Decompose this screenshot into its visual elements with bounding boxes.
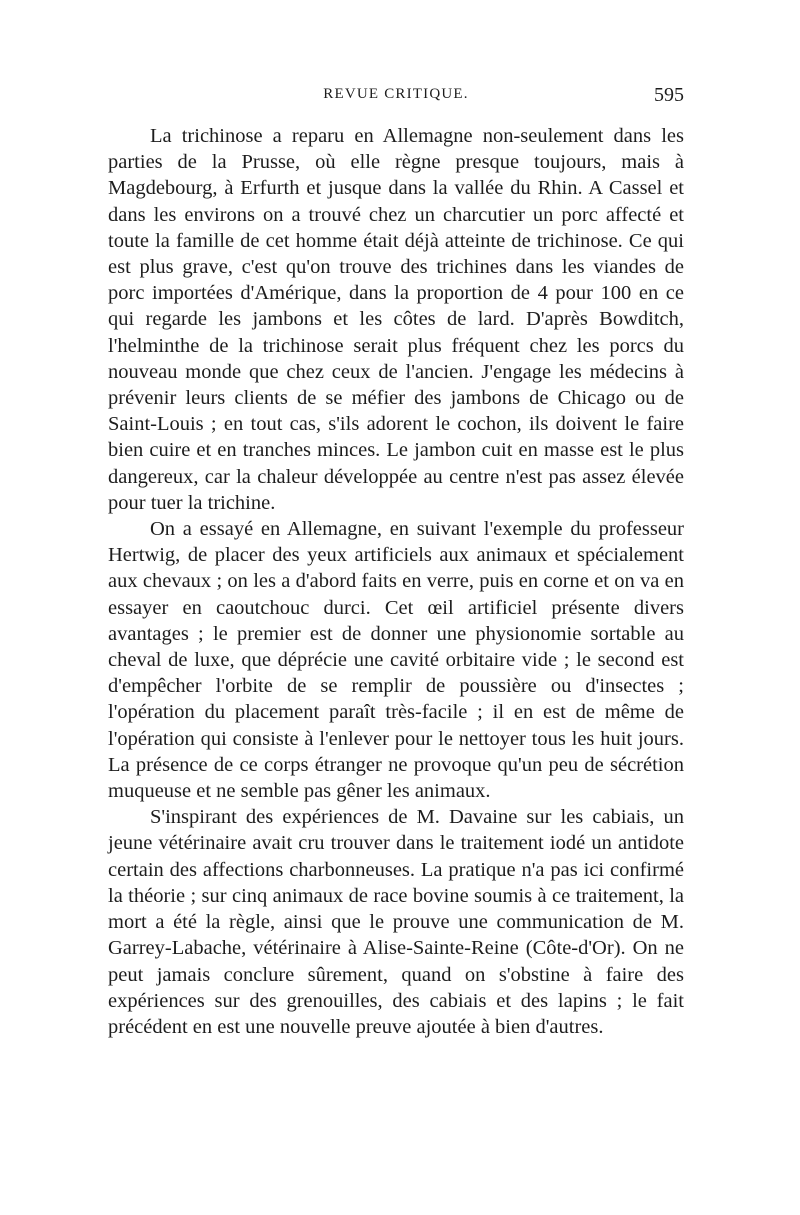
running-header [108,86,684,112]
paragraph-artificial-eyes: On a essayé en Allemagne, en suivant l'exemple du professeur Hertwig, de placer des yeux artificiels aux animaux et spécialement aux chevaux ; on les a d'abord faits en verre, puis en corne et on va en essayer en caoutchouc durci. Cet œil artificiel présente divers avantages ; le premier est de donner une physionomie sortable au cheval de luxe, que déprécie une cavité orbitaire vide ; le second est d'empêcher l'orbite de se remplir de poussière ou d'insectes ; l'opération du placement paraît très-facile ; il en est de même de l'opération qui consiste à l'enlever pour le nettoyer tous les huit jours. La présence de ce corps étranger ne provoque qu'un peu de sécrétion muqueuse et ne semble pas gêner les animaux. [108,518,684,803]
paragraph-iodine-treatment: S'inspirant des expériences de M. Davaine sur les cabiais, un jeune vétérinaire avait cru trouver dans le traitement iodé un antidote certain des affections charbonneuses. La pratique n'a pas ici confirmé la théorie ; sur cinq animaux de race bovine soumis à ce traitement, la mort a été la règle, ainsi que le prouve une communication de M. Garrey-Labache, vétérinaire à Alise-Sainte-Reine (Côte-d'Or). On ne peut jamais conclure sûrement, quand on s'obstine à faire des expériences sur des grenouilles, des cabiais et des lapins ; le fait précédent en est une nouvelle preuve ajoutée à bien d'autres. [108,806,684,1038]
paragraph-trichinosis: La trichinose a reparu en Allemagne non-seulement dans les parties de la Prusse, où elle règne presque toujours, mais à Magdebourg, à Erfurth et jusque dans la vallée du Rhin. A Cassel et dans les environs on a trouvé chez un charcutier un porc affecté et toute la famille de cet homme était déjà atteinte de trichinose. Ce qui est plus grave, c'est qu'on trouve des trichines dans les viandes de porc importées d'Amérique, dans la proportion de 4 pour 100 en ce qui regarde les jambons et les côtes de lard. D'après Bowditch, l'helminthe de la trichinose serait plus fréquent chez les porcs du nouveau monde que chez ceux de l'ancien. J'engage les médecins à prévenir leurs clients de se méfier des jambons de Chicago ou de Saint-Louis ; en tout cas, s'ils adorent le cochon, ils doivent le faire bien cuire et en tranches minces. Le jambon cuit en masse est le plus dangereux, car la chaleur développée au centre n'est pas assez élevée pour tuer la trichine. [108,125,684,514]
page-number: 595 [654,84,684,106]
running-title: REVUE CRITIQUE. [323,86,469,102]
article-body [108,123,684,1040]
